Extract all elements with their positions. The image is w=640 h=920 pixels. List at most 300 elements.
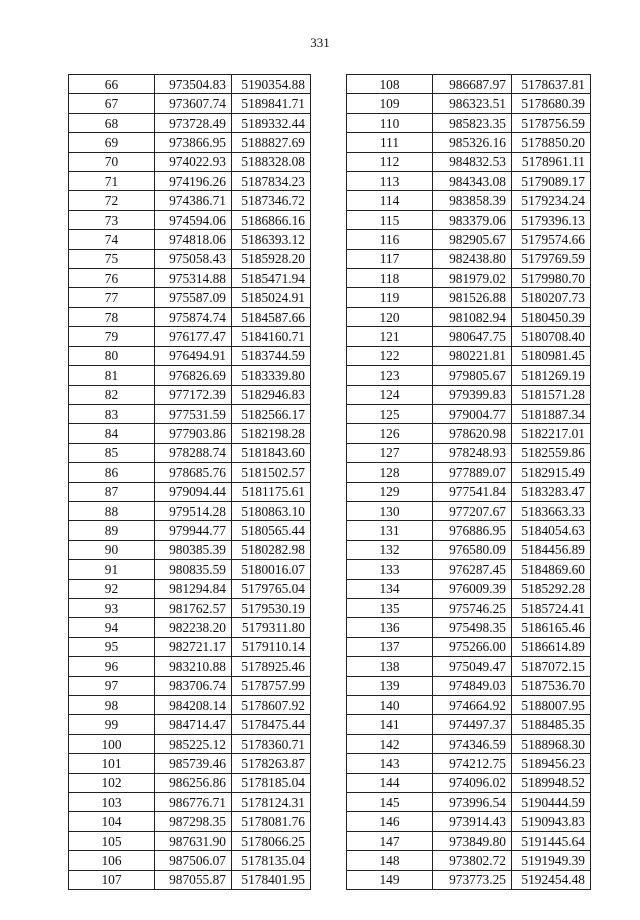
point-number-cell: 127 [347,443,433,462]
table-row [69,404,311,423]
point-number-cell: 132 [347,540,433,559]
x-coordinate-cell: 973866.95 [155,133,232,152]
y-coordinate-cell: 5182566.17 [232,404,311,423]
y-coordinate-cell: 5190444.59 [512,793,591,812]
table-row [69,327,311,346]
x-coordinate-cell: 977172.39 [155,385,232,404]
y-coordinate-cell: 5189332.44 [232,113,311,132]
x-coordinate-cell: 978685.76 [155,463,232,482]
table-row [69,94,311,113]
x-coordinate-cell: 981082.94 [433,307,512,326]
y-coordinate-cell: 5189948.52 [512,773,591,792]
x-coordinate-cell: 976580.09 [433,540,512,559]
y-coordinate-cell: 5187834.23 [232,172,311,191]
point-number-cell: 147 [347,831,433,850]
table-row [69,560,311,579]
table-row [69,831,311,850]
x-coordinate-cell: 973849.80 [433,831,512,850]
y-coordinate-cell: 5179089.17 [512,172,591,191]
y-coordinate-cell: 5181887.34 [512,404,591,423]
point-number-cell: 128 [347,463,433,482]
point-number-cell: 131 [347,521,433,540]
point-number-cell: 70 [69,152,155,171]
x-coordinate-cell: 974196.26 [155,172,232,191]
y-coordinate-cell: 5186866.16 [232,210,311,229]
x-coordinate-cell: 983379.06 [433,210,512,229]
y-coordinate-cell: 5178135.04 [232,851,311,870]
y-coordinate-cell: 5190354.88 [232,75,311,94]
point-number-cell: 86 [69,463,155,482]
table-row [69,230,311,249]
x-coordinate-cell: 976177.47 [155,327,232,346]
x-coordinate-cell: 980835.59 [155,560,232,579]
y-coordinate-cell: 5183663.33 [512,501,591,520]
table-row [347,870,591,889]
table-row [69,793,311,812]
point-number-cell: 84 [69,424,155,443]
table-row [347,424,591,443]
table-row [69,385,311,404]
y-coordinate-cell: 5178360.71 [232,734,311,753]
point-number-cell: 149 [347,870,433,889]
table-row [69,540,311,559]
point-number-cell: 68 [69,113,155,132]
y-coordinate-cell: 5178081.76 [232,812,311,831]
y-coordinate-cell: 5184587.66 [232,307,311,326]
x-coordinate-cell: 975049.47 [433,657,512,676]
point-number-cell: 133 [347,560,433,579]
table-row [69,191,311,210]
table-row [347,346,591,365]
table-row [69,812,311,831]
point-number-cell: 93 [69,598,155,617]
x-coordinate-cell: 982238.20 [155,618,232,637]
point-number-cell: 69 [69,133,155,152]
table-row [69,734,311,753]
point-number-cell: 99 [69,715,155,734]
point-number-cell: 144 [347,773,433,792]
table-row [347,288,591,307]
table-row [347,851,591,870]
point-number-cell: 98 [69,696,155,715]
table-row [69,152,311,171]
x-coordinate-cell: 985326.16 [433,133,512,152]
y-coordinate-cell: 5182559.86 [512,443,591,462]
x-coordinate-cell: 987631.90 [155,831,232,850]
coordinate-table-left [68,74,311,890]
point-number-cell: 88 [69,501,155,520]
table-row [69,346,311,365]
y-coordinate-cell: 5180708.40 [512,327,591,346]
y-coordinate-cell: 5178185.04 [232,773,311,792]
x-coordinate-cell: 977531.59 [155,404,232,423]
y-coordinate-cell: 5178925.46 [232,657,311,676]
table-row [69,637,311,656]
point-number-cell: 129 [347,482,433,501]
x-coordinate-cell: 982438.80 [433,249,512,268]
point-number-cell: 113 [347,172,433,191]
x-coordinate-cell: 974664.92 [433,696,512,715]
table-row [347,172,591,191]
table-row [69,172,311,191]
x-coordinate-cell: 984714.47 [155,715,232,734]
table-row [347,734,591,753]
y-coordinate-cell: 5182217.01 [512,424,591,443]
x-coordinate-cell: 974022.93 [155,152,232,171]
y-coordinate-cell: 5185471.94 [232,269,311,288]
table-row [347,754,591,773]
table-row [347,521,591,540]
point-number-cell: 91 [69,560,155,579]
y-coordinate-cell: 5180282.98 [232,540,311,559]
y-coordinate-cell: 5184054.63 [512,521,591,540]
y-coordinate-cell: 5178850.20 [512,133,591,152]
x-coordinate-cell: 980385.39 [155,540,232,559]
table-row [347,94,591,113]
point-number-cell: 74 [69,230,155,249]
x-coordinate-cell: 974386.71 [155,191,232,210]
y-coordinate-cell: 5186614.89 [512,637,591,656]
y-coordinate-cell: 5188007.95 [512,696,591,715]
table-row [69,598,311,617]
x-coordinate-cell: 983706.74 [155,676,232,695]
table-row [347,637,591,656]
x-coordinate-cell: 985739.46 [155,754,232,773]
point-number-cell: 108 [347,75,433,94]
point-number-cell: 89 [69,521,155,540]
point-number-cell: 105 [69,831,155,850]
x-coordinate-cell: 984208.14 [155,696,232,715]
point-number-cell: 112 [347,152,433,171]
y-coordinate-cell: 5178401.95 [232,870,311,889]
point-number-cell: 109 [347,94,433,113]
table-row [347,657,591,676]
point-number-cell: 145 [347,793,433,812]
point-number-cell: 139 [347,676,433,695]
y-coordinate-cell: 5182946.83 [232,385,311,404]
x-coordinate-cell: 987298.35 [155,812,232,831]
y-coordinate-cell: 5179765.04 [232,579,311,598]
x-coordinate-cell: 977889.07 [433,463,512,482]
point-number-cell: 124 [347,385,433,404]
y-coordinate-cell: 5183744.59 [232,346,311,365]
point-number-cell: 130 [347,501,433,520]
table-row [69,482,311,501]
point-number-cell: 94 [69,618,155,637]
y-coordinate-cell: 5178263.87 [232,754,311,773]
point-number-cell: 126 [347,424,433,443]
y-coordinate-cell: 5179234.24 [512,191,591,210]
x-coordinate-cell: 983858.39 [433,191,512,210]
y-coordinate-cell: 5188485.35 [512,715,591,734]
y-coordinate-cell: 5178637.81 [512,75,591,94]
y-coordinate-cell: 5186393.12 [232,230,311,249]
x-coordinate-cell: 981979.02 [433,269,512,288]
y-coordinate-cell: 5184456.89 [512,540,591,559]
table-row [347,618,591,637]
table-row [347,230,591,249]
y-coordinate-cell: 5180565.44 [232,521,311,540]
y-coordinate-cell: 5183339.80 [232,366,311,385]
point-number-cell: 114 [347,191,433,210]
x-coordinate-cell: 973773.25 [433,870,512,889]
x-coordinate-cell: 973607.74 [155,94,232,113]
table-row [347,540,591,559]
table-row [69,696,311,715]
point-number-cell: 97 [69,676,155,695]
x-coordinate-cell: 974096.02 [433,773,512,792]
x-coordinate-cell: 975058.43 [155,249,232,268]
table-row [347,191,591,210]
y-coordinate-cell: 5181843.60 [232,443,311,462]
x-coordinate-cell: 985823.35 [433,113,512,132]
point-number-cell: 96 [69,657,155,676]
x-coordinate-cell: 981294.84 [155,579,232,598]
table-row [69,210,311,229]
y-coordinate-cell: 5190943.83 [512,812,591,831]
y-coordinate-cell: 5181571.28 [512,385,591,404]
point-number-cell: 141 [347,715,433,734]
x-coordinate-cell: 978620.98 [433,424,512,443]
x-coordinate-cell: 976494.91 [155,346,232,365]
x-coordinate-cell: 975314.88 [155,269,232,288]
point-number-cell: 134 [347,579,433,598]
x-coordinate-cell: 977903.86 [155,424,232,443]
y-coordinate-cell: 5192454.48 [512,870,591,889]
point-number-cell: 83 [69,404,155,423]
y-coordinate-cell: 5178680.39 [512,94,591,113]
y-coordinate-cell: 5185928.20 [232,249,311,268]
table-row [347,385,591,404]
point-number-cell: 121 [347,327,433,346]
y-coordinate-cell: 5180207.73 [512,288,591,307]
table-row [69,269,311,288]
point-number-cell: 78 [69,307,155,326]
x-coordinate-cell: 975498.35 [433,618,512,637]
point-number-cell: 85 [69,443,155,462]
y-coordinate-cell: 5187072.15 [512,657,591,676]
x-coordinate-cell: 976009.39 [433,579,512,598]
x-coordinate-cell: 973504.83 [155,75,232,94]
x-coordinate-cell: 978288.74 [155,443,232,462]
table-row [69,443,311,462]
y-coordinate-cell: 5178961.11 [512,152,591,171]
point-number-cell: 136 [347,618,433,637]
x-coordinate-cell: 981762.57 [155,598,232,617]
table-row [69,870,311,889]
x-coordinate-cell: 985225.12 [155,734,232,753]
point-number-cell: 116 [347,230,433,249]
point-number-cell: 143 [347,754,433,773]
table-row [69,366,311,385]
x-coordinate-cell: 975587.09 [155,288,232,307]
x-coordinate-cell: 974346.59 [433,734,512,753]
x-coordinate-cell: 974497.37 [433,715,512,734]
table-row [347,560,591,579]
point-number-cell: 100 [69,734,155,753]
y-coordinate-cell: 5188328.08 [232,152,311,171]
x-coordinate-cell: 980647.75 [433,327,512,346]
table-row [347,269,591,288]
table-row [69,463,311,482]
point-number-cell: 125 [347,404,433,423]
y-coordinate-cell: 5185024.91 [232,288,311,307]
point-number-cell: 107 [69,870,155,889]
x-coordinate-cell: 976287.45 [433,560,512,579]
table-row [69,424,311,443]
x-coordinate-cell: 986776.71 [155,793,232,812]
point-number-cell: 73 [69,210,155,229]
x-coordinate-cell: 979004.77 [433,404,512,423]
x-coordinate-cell: 973802.72 [433,851,512,870]
table-row [347,482,591,501]
x-coordinate-cell: 978248.93 [433,443,512,462]
table-row [69,133,311,152]
point-number-cell: 103 [69,793,155,812]
point-number-cell: 87 [69,482,155,501]
x-coordinate-cell: 986687.97 [433,75,512,94]
point-number-cell: 90 [69,540,155,559]
point-number-cell: 76 [69,269,155,288]
x-coordinate-cell: 984832.53 [433,152,512,171]
y-coordinate-cell: 5179530.19 [232,598,311,617]
table-row [347,793,591,812]
x-coordinate-cell: 973996.54 [433,793,512,812]
table-row [347,463,591,482]
x-coordinate-cell: 975746.25 [433,598,512,617]
x-coordinate-cell: 987506.07 [155,851,232,870]
y-coordinate-cell: 5182198.28 [232,424,311,443]
y-coordinate-cell: 5191445.64 [512,831,591,850]
x-coordinate-cell: 980221.81 [433,346,512,365]
table-row [69,249,311,268]
table-row [347,366,591,385]
table-row [347,133,591,152]
y-coordinate-cell: 5186165.46 [512,618,591,637]
x-coordinate-cell: 975874.74 [155,307,232,326]
point-number-cell: 104 [69,812,155,831]
y-coordinate-cell: 5178475.44 [232,715,311,734]
y-coordinate-cell: 5185292.28 [512,579,591,598]
point-number-cell: 135 [347,598,433,617]
y-coordinate-cell: 5187536.70 [512,676,591,695]
table-row [347,249,591,268]
y-coordinate-cell: 5179311.80 [232,618,311,637]
y-coordinate-cell: 5180863.10 [232,501,311,520]
y-coordinate-cell: 5191949.39 [512,851,591,870]
y-coordinate-cell: 5178124.31 [232,793,311,812]
y-coordinate-cell: 5188968.30 [512,734,591,753]
y-coordinate-cell: 5179980.70 [512,269,591,288]
y-coordinate-cell: 5181175.61 [232,482,311,501]
table-row [347,113,591,132]
point-number-cell: 117 [347,249,433,268]
x-coordinate-cell: 974818.06 [155,230,232,249]
point-number-cell: 146 [347,812,433,831]
point-number-cell: 102 [69,773,155,792]
y-coordinate-cell: 5184869.60 [512,560,591,579]
point-number-cell: 77 [69,288,155,307]
table-row [347,831,591,850]
x-coordinate-cell: 979399.83 [433,385,512,404]
x-coordinate-cell: 973728.49 [155,113,232,132]
point-number-cell: 79 [69,327,155,346]
table-row [347,696,591,715]
y-coordinate-cell: 5179769.59 [512,249,591,268]
point-number-cell: 71 [69,172,155,191]
x-coordinate-cell: 977207.67 [433,501,512,520]
x-coordinate-cell: 986323.51 [433,94,512,113]
point-number-cell: 110 [347,113,433,132]
x-coordinate-cell: 979944.77 [155,521,232,540]
point-number-cell: 140 [347,696,433,715]
page-number: 331 [310,35,330,50]
table-row [69,657,311,676]
table-row [69,113,311,132]
table-row [69,618,311,637]
table-row [69,579,311,598]
x-coordinate-cell: 973914.43 [433,812,512,831]
table-row [347,501,591,520]
table-row [347,598,591,617]
table-row [347,327,591,346]
point-number-cell: 118 [347,269,433,288]
table-row [347,676,591,695]
point-number-cell: 81 [69,366,155,385]
point-number-cell: 92 [69,579,155,598]
x-coordinate-cell: 974849.03 [433,676,512,695]
point-number-cell: 80 [69,346,155,365]
table-row [347,210,591,229]
point-number-cell: 120 [347,307,433,326]
table-row [69,676,311,695]
y-coordinate-cell: 5183283.47 [512,482,591,501]
table-row [69,754,311,773]
x-coordinate-cell: 979805.67 [433,366,512,385]
point-number-cell: 111 [347,133,433,152]
point-number-cell: 72 [69,191,155,210]
table-row [69,851,311,870]
point-number-cell: 137 [347,637,433,656]
table-row [69,773,311,792]
x-coordinate-cell: 979514.28 [155,501,232,520]
table-row [69,501,311,520]
y-coordinate-cell: 5178756.59 [512,113,591,132]
y-coordinate-cell: 5185724.41 [512,598,591,617]
table-row [347,404,591,423]
table-row [347,773,591,792]
x-coordinate-cell: 974212.75 [433,754,512,773]
table-row [69,715,311,734]
point-number-cell: 138 [347,657,433,676]
table-row [69,75,311,94]
point-number-cell: 67 [69,94,155,113]
table-row [347,715,591,734]
x-coordinate-cell: 984343.08 [433,172,512,191]
point-number-cell: 142 [347,734,433,753]
table-row [347,75,591,94]
table-row [347,443,591,462]
point-number-cell: 106 [69,851,155,870]
x-coordinate-cell: 976886.95 [433,521,512,540]
y-coordinate-cell: 5181269.19 [512,366,591,385]
y-coordinate-cell: 5181502.57 [232,463,311,482]
coordinate-table-right [346,74,591,890]
y-coordinate-cell: 5188827.69 [232,133,311,152]
table-row [69,521,311,540]
y-coordinate-cell: 5189456.23 [512,754,591,773]
y-coordinate-cell: 5180981.45 [512,346,591,365]
